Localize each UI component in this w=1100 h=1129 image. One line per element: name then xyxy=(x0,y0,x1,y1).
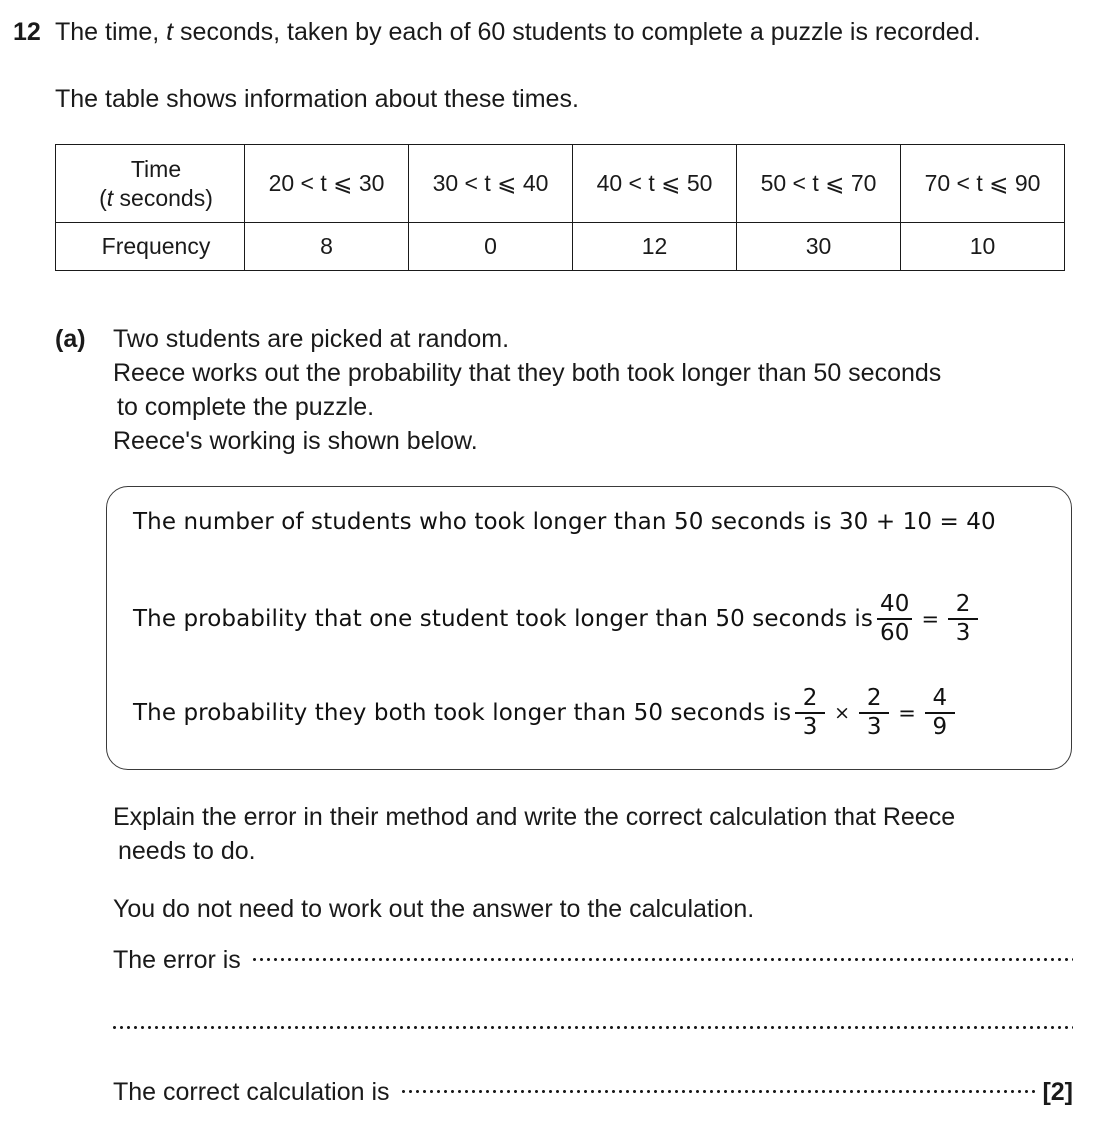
instruction-line-2: needs to do. xyxy=(118,837,256,865)
table-cell-interval xyxy=(245,145,409,223)
table-header-time-line2 xyxy=(68,184,244,213)
table-header-frequency: Frequency xyxy=(56,223,245,271)
working-box xyxy=(106,486,1072,770)
denominator: 9 xyxy=(932,714,948,740)
table-cell-interval xyxy=(573,145,737,223)
part-a-block xyxy=(55,322,1085,458)
answer-label-error: The error is xyxy=(113,946,241,974)
interval-value: 50 < t ⩽ 70 xyxy=(760,170,877,196)
table-intro-text: The table shows information about these times. xyxy=(55,85,579,113)
part-a-line-4: Reece's working is shown below. xyxy=(113,427,478,455)
fraction-2-over-3-second xyxy=(859,687,889,739)
table-cell-frequency: 8 xyxy=(245,223,409,271)
instructions-block xyxy=(113,800,1093,926)
answer-line-error[interactable] xyxy=(113,943,1073,976)
instruction-line-3: You do not need to work out the answer to the calculation. xyxy=(113,895,755,923)
instruction-line-1: Explain the error in their method and write the correct calculation that Reece xyxy=(113,803,956,831)
table-cell-frequency: 12 xyxy=(573,223,737,271)
part-a-line-2: Reece works out the probability that they both took longer than 50 seconds xyxy=(113,359,942,387)
equals-sign: = xyxy=(898,701,916,725)
fraction-4-over-9 xyxy=(925,687,955,739)
question-stem-text xyxy=(55,16,981,48)
working-line-2 xyxy=(133,593,982,645)
question-stem-after-variable: seconds, taken by each of 60 students to complete a puzzle is recorded. xyxy=(173,18,981,46)
answer-label-calculation: The correct calculation is xyxy=(113,1078,390,1106)
fraction-2-over-3 xyxy=(948,593,978,645)
table-cell-interval xyxy=(901,145,1065,223)
fraction-2-over-3-first xyxy=(795,687,825,739)
answer-line-calculation[interactable] xyxy=(113,1075,1073,1108)
frequency-table xyxy=(55,144,1065,271)
marks-badge: [2] xyxy=(1042,1078,1073,1106)
table-header-time-line1: Time xyxy=(130,155,182,182)
numerator: 2 xyxy=(802,685,818,711)
working-line-1 xyxy=(133,509,996,535)
paren-open: ( xyxy=(99,184,107,211)
variable-t-header: t xyxy=(106,184,114,211)
numerator: 2 xyxy=(866,685,882,711)
working-line-3 xyxy=(133,687,959,739)
part-a-text xyxy=(113,322,1085,458)
table-header-time xyxy=(56,145,245,223)
table-row-time xyxy=(56,145,1065,223)
denominator: 3 xyxy=(866,714,882,740)
denominator: 60 xyxy=(879,620,910,646)
denominator: 3 xyxy=(955,620,971,646)
working-line-3-text: The probability they both took longer than 50 seconds is xyxy=(133,700,792,726)
question-stem-row xyxy=(13,16,1093,48)
fraction-40-over-60 xyxy=(877,593,912,645)
working-line-1-text: The number of students who took longer than 50 seconds is 30 + 10 = 40 xyxy=(133,509,996,535)
table-cell-frequency: 0 xyxy=(409,223,573,271)
question-stem-before-variable: The time, xyxy=(55,18,167,46)
table-cell-interval xyxy=(409,145,573,223)
table-cell-interval xyxy=(737,145,901,223)
equals-sign: = xyxy=(921,607,940,631)
interval-value: 40 < t ⩽ 50 xyxy=(596,170,713,196)
part-a-label: (a) xyxy=(55,325,86,353)
answer-dotted-line[interactable] xyxy=(402,1075,1037,1100)
table-cell-frequency: 10 xyxy=(901,223,1065,271)
multiplication-sign: × xyxy=(834,702,851,724)
part-a-line-3: to complete the puzzle. xyxy=(117,393,375,421)
part-a-line-1: Two students are picked at random. xyxy=(113,325,510,353)
question-number: 12 xyxy=(13,18,41,46)
answer-line-error-continued[interactable] xyxy=(113,1011,1073,1036)
table-cell-frequency: 30 xyxy=(737,223,901,271)
answer-dotted-line[interactable] xyxy=(253,943,1073,968)
interval-value: 20 < t ⩽ 30 xyxy=(268,170,385,196)
answer-dotted-line[interactable] xyxy=(113,1011,1073,1036)
interval-value: 30 < t ⩽ 40 xyxy=(432,170,549,196)
numerator: 4 xyxy=(932,685,948,711)
denominator: 3 xyxy=(802,714,818,740)
working-line-2-text: The probability that one student took longer than 50 seconds is xyxy=(133,606,873,632)
interval-value: 70 < t ⩽ 90 xyxy=(924,170,1041,196)
variable-t: t xyxy=(166,18,174,46)
table-row-frequency xyxy=(56,223,1065,271)
numerator: 40 xyxy=(879,591,910,617)
numerator: 2 xyxy=(955,591,971,617)
seconds-label: seconds) xyxy=(113,184,213,211)
